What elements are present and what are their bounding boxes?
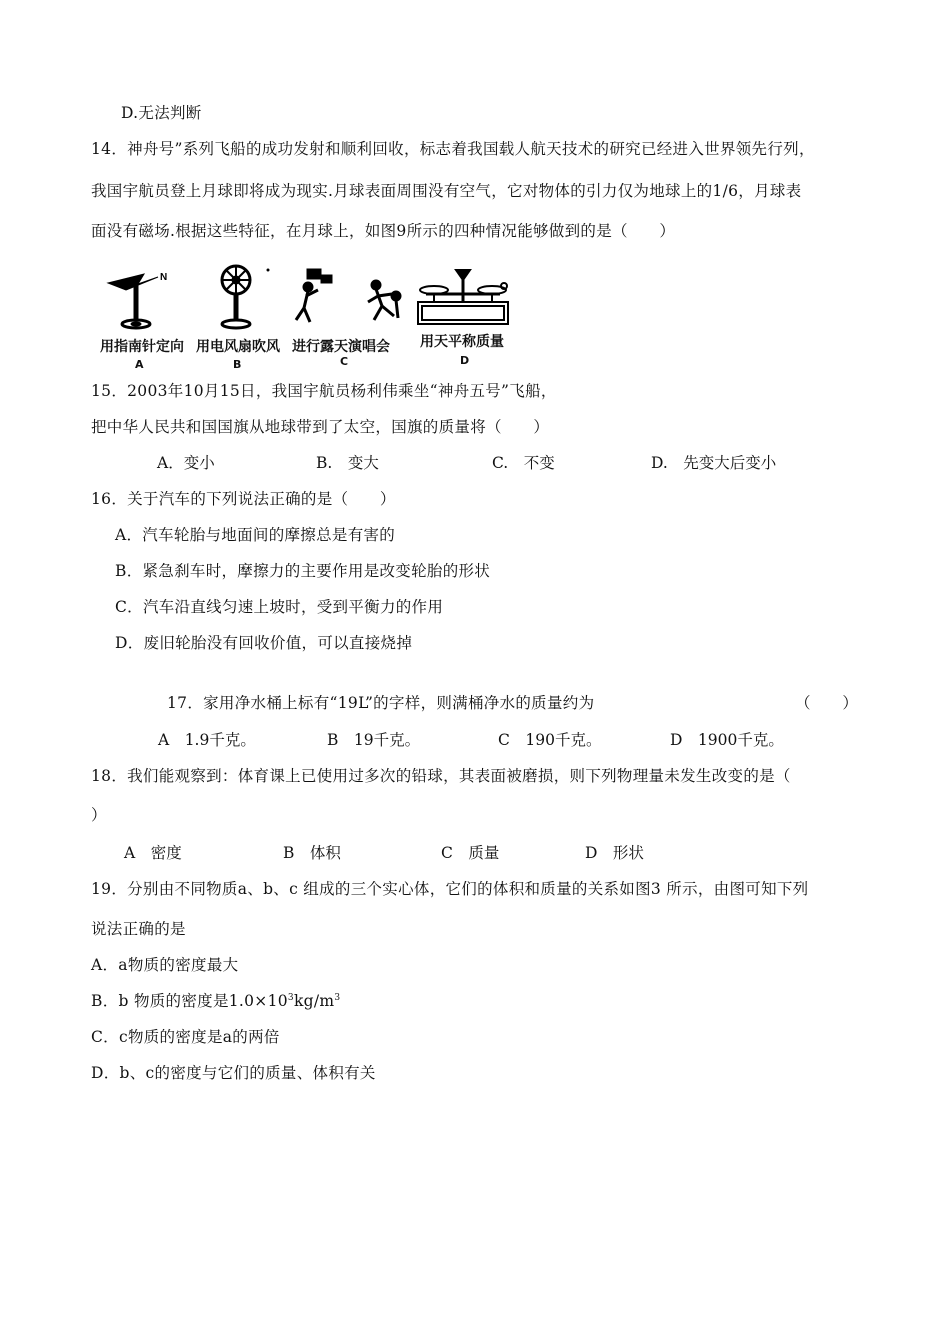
figure-caption-a: 用指南针定向 — [100, 339, 184, 355]
q18-stem-line1: 18．我们能观察到：体育课上已使用过多次的铅球，其表面被磨损，则下列物理量未发生改变的是（ — [91, 767, 791, 785]
q13-option-d: D.无法判断 — [121, 104, 202, 122]
q19-option-b-unit-exponent: 3 — [334, 993, 341, 1003]
compass-icon — [108, 274, 158, 328]
q18-stem-line2: ） — [91, 806, 107, 824]
q17-stem: 17．家用净水桶上标有“19L”的字样，则满桶净水的质量约为 — [167, 694, 595, 712]
q19-stem-line2: 说法正确的是 — [91, 920, 186, 938]
performers-icon — [296, 270, 400, 322]
q19-option-b-unit: kg/m — [293, 992, 335, 1010]
q15-option-b: B. 变大 — [316, 454, 379, 472]
q19-stem-line1: 19．分别由不同物质a、b、c 组成的三个实心体，它们的体积和质量的关系如图3 所示，由图可知下列 — [91, 880, 809, 898]
compass-north-mark: N — [160, 272, 168, 283]
figure-letter-d: D — [460, 354, 470, 367]
figure-caption-d: 用天平称质量 — [420, 334, 504, 350]
q15-stem-line2: 把中华人民共和国国旗从地球带到了太空，国旗的质量将（ ） — [91, 418, 550, 436]
q16-option-a: A．汽车轮胎与地面间的摩擦总是有害的 — [115, 526, 396, 544]
q14-stem-line3: 面没有磁场.根据这些特征，在月球上，如图9所示的四种情况能够做到的是（ ） — [91, 222, 676, 240]
figure-letter-c: C — [340, 355, 349, 368]
q18-option-b: B 体积 — [283, 844, 341, 862]
q19-option-b-text: B．b 物质的密度是1.0×10 — [91, 992, 288, 1010]
q15-option-c: C. 不变 — [492, 454, 555, 472]
q15-option-a: A．变小 — [157, 454, 215, 472]
q15-stem-line1: 15．2003年10月15日，我国宇航员杨利伟乘坐“神舟五号”飞船， — [91, 382, 557, 400]
balance-scale-icon — [418, 270, 508, 324]
q19-option-a: A．a物质的密度最大 — [91, 956, 239, 974]
q17-answer-paren: （ ） — [795, 694, 859, 712]
q17-option-b: B 19千克。 — [327, 731, 421, 749]
figure-caption-b: 用电风扇吹风 — [196, 339, 280, 355]
figure-caption-c: 进行露天演唱会 — [292, 339, 390, 355]
q17-option-c: C 190千克。 — [498, 731, 602, 749]
q16-option-d: D．废旧轮胎没有回收价值，可以直接烧掉 — [115, 634, 413, 652]
q16-option-b: B．紧急刹车时，摩擦力的主要作用是改变轮胎的形状 — [115, 562, 491, 580]
q17-option-d: D 1900千克。 — [670, 731, 784, 749]
q18-option-a: A 密度 — [124, 844, 182, 862]
figure-letter-a: A — [135, 358, 144, 371]
q14-stem-line1: 14．神舟号”系列飞船的成功发射和顺利回收，标志着我国载人航天技术的研究已经进入世界领先行列， — [91, 140, 815, 158]
q19-option-c: C．c物质的密度是a的两倍 — [91, 1028, 280, 1046]
q19-option-b — [91, 991, 340, 1011]
q18-option-d: D 形状 — [585, 844, 644, 862]
electric-fan-icon — [222, 266, 269, 328]
q15-option-d: D. 先变大后变小 — [651, 454, 777, 472]
q18-option-c: C 质量 — [441, 844, 500, 862]
q16-stem: 16．关于汽车的下列说法正确的是（ ） — [91, 490, 396, 508]
q17-option-a: A 1.9千克。 — [158, 731, 256, 749]
q19-option-d: D．b、c的密度与它们的质量、体积有关 — [91, 1064, 376, 1082]
q14-figure — [96, 260, 516, 335]
q16-option-c: C．汽车沿直线匀速上坡时，受到平衡力的作用 — [115, 598, 444, 616]
q19-option-b-exponent: 3 — [287, 993, 294, 1003]
figure-letter-b: B — [233, 358, 242, 371]
q14-stem-line2: 我国宇航员登上月球即将成为现实.月球表面周围没有空气，它对物体的引力仅为地球上的1/6，月球表 — [91, 182, 802, 200]
